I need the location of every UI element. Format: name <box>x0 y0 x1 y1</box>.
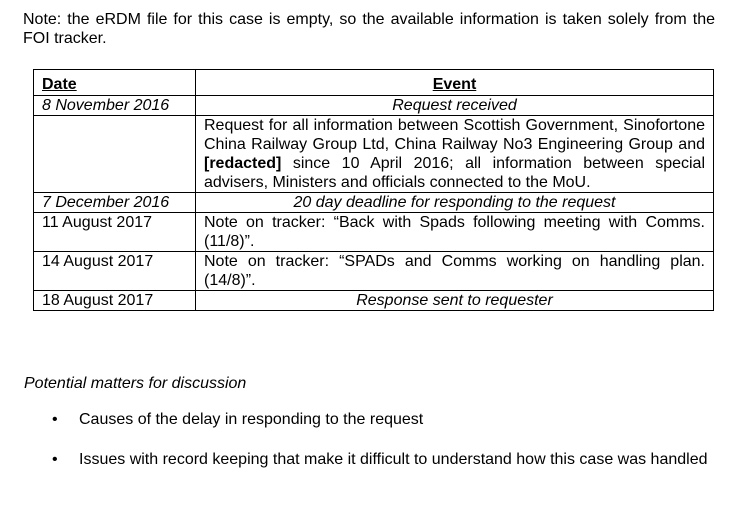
bullet-icon: • <box>52 411 58 428</box>
event-date: 8 November 2016 <box>34 96 196 116</box>
request-detail-text-2: since 10 April 2016; all information between special advisers, Ministers and officials connected to the MoU. <box>204 155 705 191</box>
event-description: Response sent to requester <box>196 291 714 311</box>
discussion-heading: Potential matters for discussion <box>24 375 247 392</box>
event-date: 18 August 2017 <box>34 291 196 311</box>
list-item-text: Issues with record keeping that make it difficult to understand how this case was handled <box>79 451 708 468</box>
table-row <box>34 213 714 252</box>
list-item <box>0 410 714 429</box>
list-item <box>0 450 714 469</box>
event-date: 14 August 2017 <box>34 252 196 291</box>
table-row <box>34 252 714 291</box>
table-row <box>34 291 714 311</box>
event-description: 20 day deadline for responding to the request <box>196 193 714 213</box>
empty-date-cell <box>34 116 196 193</box>
intro-note: Note: the eRDM file for this case is empty, so the available information is taken solely from the FOI tracker. <box>23 11 715 47</box>
redacted-marker: [redacted] <box>204 155 282 172</box>
table-row-detail <box>34 116 714 193</box>
event-description: Note on tracker: “SPADs and Comms working on handling plan. (14/8)”. <box>196 252 714 291</box>
event-description: Request received <box>196 96 714 116</box>
request-detail <box>196 116 714 193</box>
events-table <box>33 69 714 311</box>
table-row <box>34 96 714 116</box>
table-header-row <box>34 70 714 96</box>
discussion-list <box>0 410 736 469</box>
event-column-header: Event <box>196 70 714 96</box>
event-date: 7 December 2016 <box>34 193 196 213</box>
event-description: Note on tracker: “Back with Spads following meeting with Comms. (11/8)”. <box>196 213 714 252</box>
date-column-header: Date <box>34 70 196 96</box>
list-item-text: Causes of the delay in responding to the request <box>79 411 424 428</box>
event-date: 11 August 2017 <box>34 213 196 252</box>
table-row <box>34 193 714 213</box>
bullet-icon: • <box>52 451 58 468</box>
request-detail-text-1: Request for all information between Scottish Government, Sinofortone China Railway Group Ltd, China Railway No3 Engineering Group and <box>204 117 705 153</box>
